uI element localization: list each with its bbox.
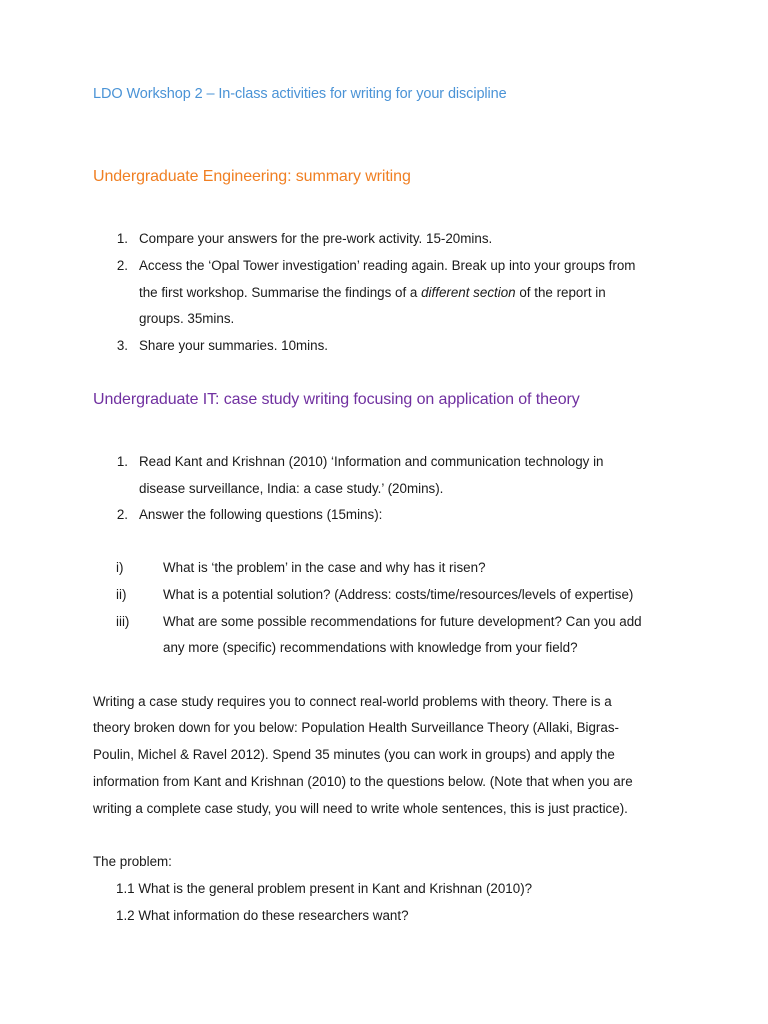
list-number: i) [116,560,124,575]
list-number: ii) [116,587,127,602]
list-number: iii) [116,614,130,629]
it-heading: Undergraduate IT: case study writing focusing on application of theory [93,391,580,408]
paragraph-line: information from Kant and Krishnan (2010) to the questions below. (Note that when you are [93,774,633,789]
list-item-text: any more (specific) recommendations with knowledge from your field? [163,640,578,655]
list-item-text: What is ‘the problem’ in the case and why has it risen? [163,560,486,575]
list-item-text: What is a potential solution? (Address: costs/time/resources/levels of expertise) [163,587,634,602]
list-item-text: groups. 35mins. [139,311,235,326]
list-item: 1.1 What is the general problem present in Kant and Krishnan (2010)? [116,881,533,896]
list-number: 1. [116,231,128,246]
emphasis-text: different section [421,285,516,300]
paragraph-line: Poulin, Michel & Ravel 2012). Spend 35 minutes (you can work in groups) and apply the [93,747,615,762]
list-item-text [139,279,606,306]
paragraph-line: theory broken down for you below: Population Health Surveillance Theory (Allaki, Bigras- [93,720,619,735]
paragraph-line: Writing a case study requires you to connect real-world problems with theory. There is a [93,694,612,709]
list-item-text: Compare your answers for the pre-work activity. 15-20mins. [139,231,493,246]
list-number: 2. [116,507,128,522]
engineering-heading: Undergraduate Engineering: summary writing [93,168,411,185]
list-item-text: What are some possible recommendations for future development? Can you add [163,614,642,629]
list-item-text: Read Kant and Krishnan (2010) ‘Information and communication technology in [139,454,604,469]
problem-label: The problem: [93,854,172,869]
list-number: 2. [116,258,128,273]
list-item-text: Share your summaries. 10mins. [139,338,329,353]
text-segment: of the report in [515,285,606,300]
list-item-text: disease surveillance, India: a case study.’ (20mins). [139,481,444,496]
document-title: LDO Workshop 2 – In-class activities for writing for your discipline [93,86,507,102]
list-number: 1. [116,454,128,469]
paragraph-line: writing a complete case study, you will need to write whole sentences, this is just practice). [93,801,628,816]
text-segment: the first workshop. Summarise the findings of a [139,285,422,300]
list-number: 3. [116,338,128,353]
list-item: 1.2 What information do these researchers want? [116,908,409,923]
list-item-text: Answer the following questions (15mins): [139,507,383,522]
list-item-text: Access the ‘Opal Tower investigation’ reading again. Break up into your groups from [139,258,636,273]
